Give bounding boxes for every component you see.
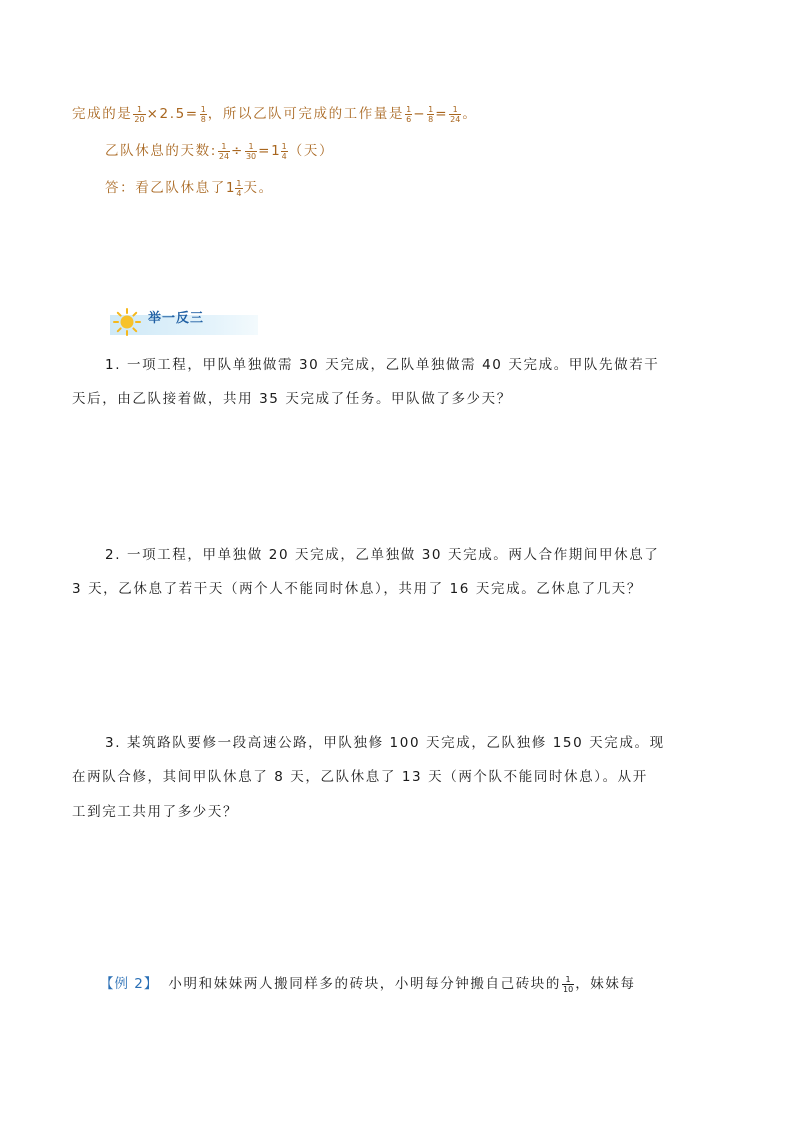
fraction: $\frac{1}{10}$ (563, 974, 574, 994)
section-title: 举一反三 (148, 311, 205, 326)
solution-line-1-prefix: 完成的是 (72, 106, 133, 122)
example-2: 【例 2】 小明和妹妹两人搬同样多的砖块，小明每分钟搬自己砖块的 $\frac{1}{10}$ ，妹妹每 (100, 974, 636, 994)
solution-line-2: 乙队休息的天数: $\frac{1}{24}$ ÷ $\frac{1}{30}$ =1 $\frac{1}{4}$ （天） (105, 141, 335, 161)
problem-3-line-1: 3. 某筑路队要修一段高速公路，甲队独修 100 天完成，乙队独修 150 天完成。现 (105, 735, 665, 751)
fraction: $\frac{1}{4}$ (281, 141, 287, 161)
example-tag: 【例 2】 (100, 976, 159, 992)
problem-3-line-2: 在两队合修，其间甲队休息了 8 天，乙队休息了 13 天（两个队不能同时休息）。从开 (72, 769, 648, 785)
solution-line-1: 完成的是 $\frac{1}{20}$ ×2.5= $\frac{1}{8}$ ，所以乙队可完成的工作量是 $\frac{1}{6}$ − $\frac{1}{8}$ = $\frac{1}{24}$ 。 (72, 104, 478, 124)
fraction: $\frac{1}{20}$ (134, 104, 145, 124)
problem-3-line-3: 工到完工共用了多少天？ (72, 804, 239, 820)
problem-1-line-1: 1. 一项工程，甲队单独做需 30 天完成，乙队单独做需 40 天完成。甲队先做若干 (105, 357, 660, 373)
problem-2-line-2: 3 天，乙休息了若干天（两个人不能同时休息），共用了 16 天完成。乙休息了几天？ (72, 581, 642, 597)
example-text: 小明和妹妹两人搬同样多的砖块，小明每分钟搬自己砖块的 (168, 976, 561, 992)
fraction: $\frac{1}{4}$ (236, 178, 242, 198)
section-banner (110, 303, 258, 337)
fraction: $\frac{1}{8}$ (428, 104, 434, 124)
solution-answer: 答：看乙队休息了1 $\frac{1}{4}$ 天。 (105, 178, 274, 198)
problem-2-line-1: 2. 一项工程，甲单独做 20 天完成，乙单独做 30 天完成。两人合作期间甲休息了 (105, 547, 660, 563)
fraction: $\frac{1}{24}$ (218, 141, 230, 161)
problem-1-line-2: 天后，由乙队接着做，共用 35 天完成了任务。甲队做了多少天？ (72, 391, 512, 407)
fraction: $\frac{1}{24}$ (450, 104, 461, 124)
fraction: $\frac{1}{8}$ (200, 104, 206, 124)
fraction: $\frac{1}{6}$ (406, 104, 412, 124)
fraction: $\frac{1}{30}$ (245, 141, 257, 161)
sun-icon (112, 307, 142, 337)
